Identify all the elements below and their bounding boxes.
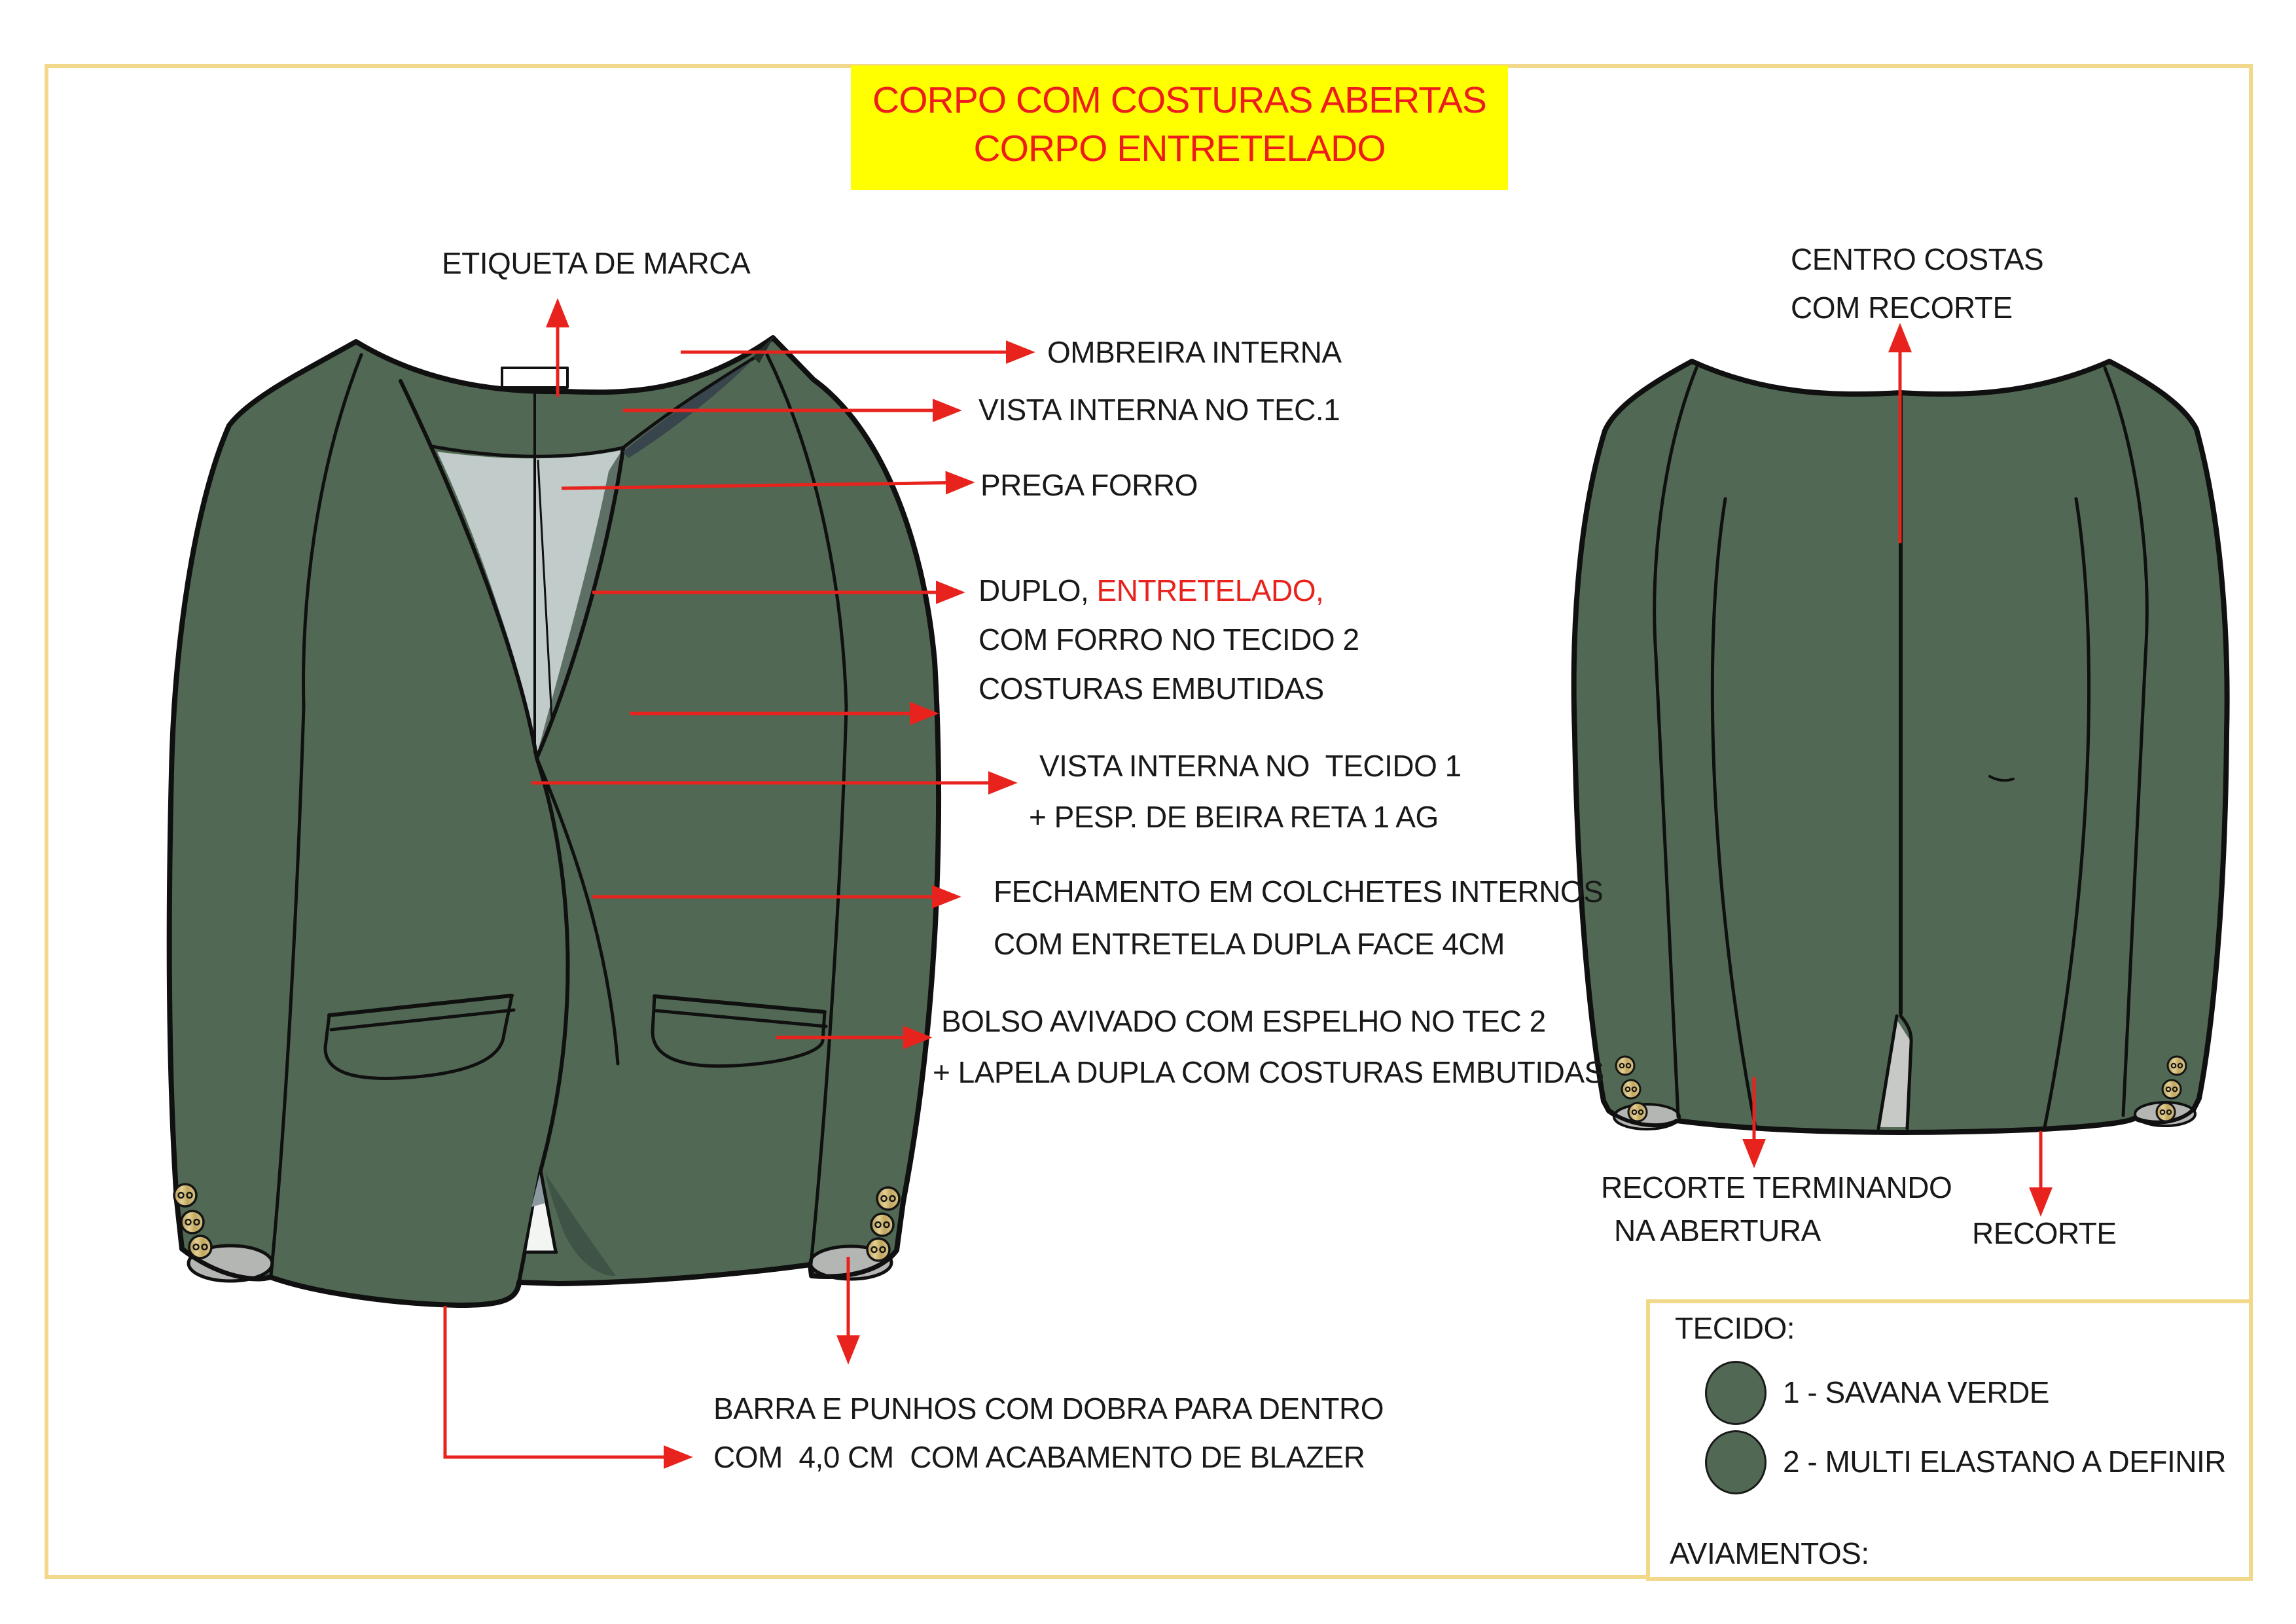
cuff-button	[2157, 1103, 2175, 1121]
label-vista-interna-tec1: VISTA INTERNA NO TEC.1	[978, 393, 1340, 427]
cuff-button	[2168, 1056, 2186, 1075]
title-line-1: CORPO COM COSTURAS ABERTAS	[872, 79, 1486, 121]
label-ombreira-interna: OMBREIRA INTERNA	[1047, 335, 1342, 369]
label-bolso-line2: + LAPELA DUPLA COM COSTURAS EMBUTIDAS	[933, 1055, 1604, 1089]
title-line-2: CORPO ENTRETELADO	[973, 128, 1386, 170]
cuff-button	[189, 1236, 211, 1258]
front-jacket-illustration	[170, 336, 939, 1305]
label-bolso-line1: BOLSO AVIVADO COM ESPELHO NO TEC 2	[941, 1004, 1546, 1038]
cuff-button	[867, 1238, 889, 1261]
fabric-swatch-2	[1705, 1430, 1767, 1494]
label-etiqueta-de-marca: ETIQUETA DE MARCA	[442, 246, 751, 280]
cuff-button	[2162, 1080, 2181, 1098]
label-centro-costas-line1: CENTRO COSTAS	[1791, 242, 2044, 276]
legend-item-2-label: 2 - MULTI ELASTANO A DEFINIR	[1783, 1445, 2226, 1479]
cuff-button	[174, 1184, 196, 1206]
label-prega-forro: PREGA FORRO	[980, 468, 1198, 502]
cuff-button	[1622, 1080, 1640, 1098]
label-com-forro-tecido2: COM FORRO NO TECIDO 2	[978, 623, 1359, 657]
label-barra-line2: COM 4,0 CM COM ACABAMENTO DE BLAZER	[713, 1440, 1365, 1474]
label-barra-line1: BARRA E PUNHOS COM DOBRA PARA DENTRO	[713, 1392, 1384, 1426]
legend-item-1-label: 1 - SAVANA VERDE	[1783, 1375, 2049, 1409]
label-vista-tecido1-line2: + PESP. DE BEIRA RETA 1 AG	[1029, 800, 1439, 834]
label-recorte-terminando-line1: RECORTE TERMINANDO	[1601, 1170, 1952, 1204]
cuff-button	[181, 1211, 204, 1233]
label-duplo-entretelado	[978, 575, 1323, 606]
label-fechamento-line2: COM ENTRETELA DUPLA FACE 4CM	[994, 927, 1505, 961]
label-recorte-terminando-line2: NA ABERTURA	[1614, 1214, 1821, 1248]
legend-tecido-label: TECIDO:	[1675, 1311, 1795, 1345]
label-centro-costas-line2: COM RECORTE	[1791, 291, 2013, 325]
label-costuras-embutidas: COSTURAS EMBUTIDAS	[978, 672, 1324, 706]
title-banner	[851, 65, 1508, 190]
label-fechamento-line1: FECHAMENTO EM COLCHETES INTERNOS	[994, 875, 1604, 909]
arrow-barra	[445, 1306, 689, 1457]
duplo-prefix: DUPLO,	[978, 573, 1097, 607]
fabric-swatch-1	[1705, 1361, 1767, 1425]
cuff-button	[877, 1187, 899, 1210]
fabric-legend-box	[1646, 1299, 2253, 1581]
cuff-button	[871, 1214, 893, 1236]
cuff-button	[1628, 1103, 1647, 1121]
duplo-highlight: ENTRETELADO,	[1096, 573, 1324, 607]
label-recorte: RECORTE	[1972, 1216, 2117, 1250]
legend-aviamentos-label: AVIAMENTOS:	[1670, 1536, 1869, 1570]
label-vista-tecido1-line1: VISTA INTERNA NO TECIDO 1	[1039, 749, 1462, 783]
cuff-button	[1616, 1056, 1634, 1075]
